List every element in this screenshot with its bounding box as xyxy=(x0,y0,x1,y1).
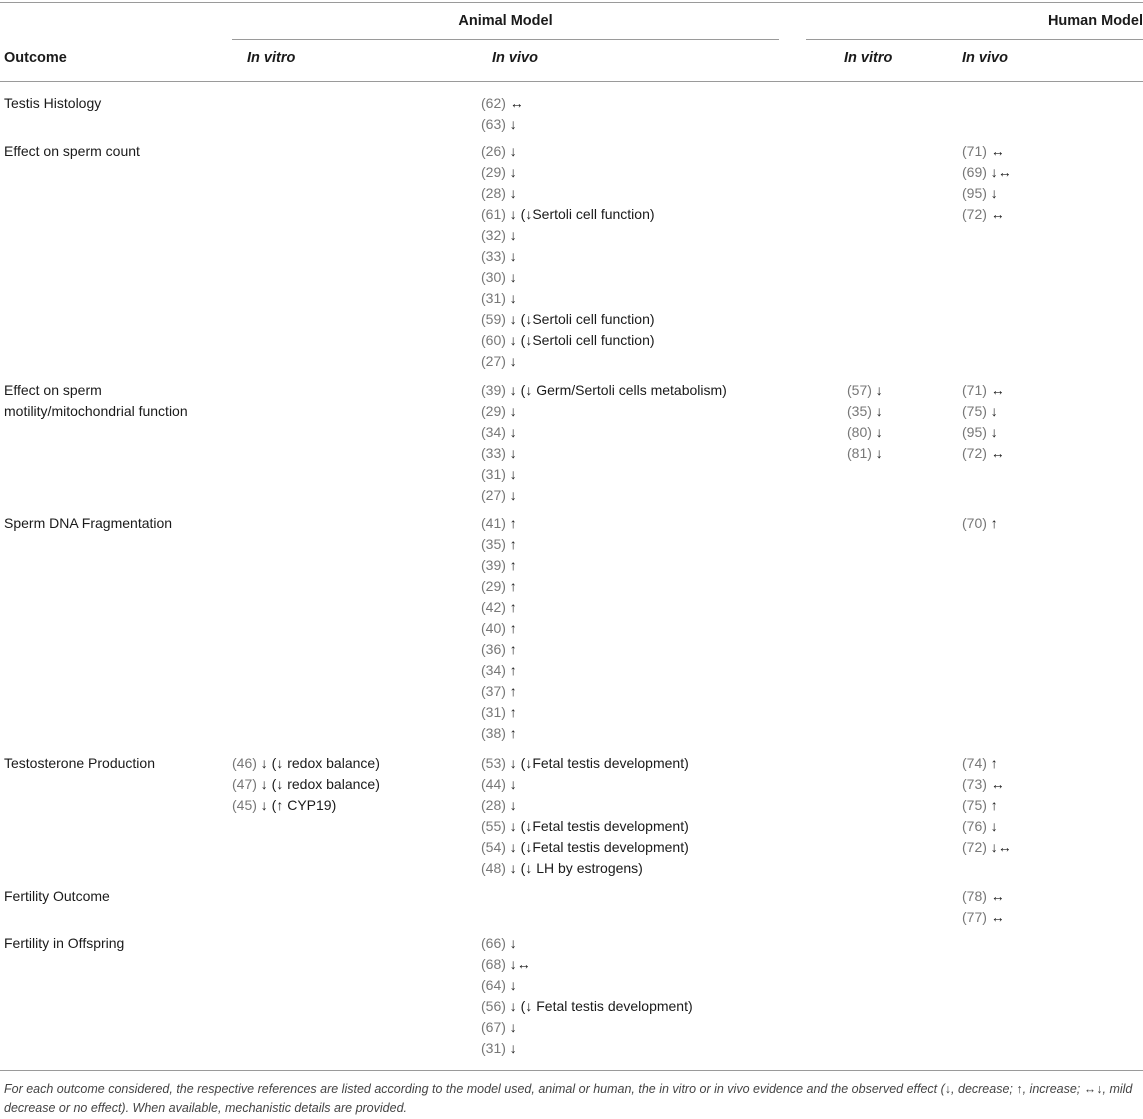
effect-text: ↓ xyxy=(871,424,883,440)
reference-entry xyxy=(481,485,727,506)
reference-number[interactable]: (95) xyxy=(962,185,987,201)
reference-number[interactable]: (62) xyxy=(481,95,506,111)
reference-entry xyxy=(847,401,883,422)
effect-text: ↔ xyxy=(986,445,1005,461)
reference-entry xyxy=(232,774,380,795)
reference-entry xyxy=(232,795,380,816)
effect-text: ↑ xyxy=(505,725,517,741)
effect-text: ↓ (↓ redox balance) xyxy=(256,776,380,792)
reference-number[interactable]: (71) xyxy=(962,143,987,159)
reference-number[interactable]: (77) xyxy=(962,909,987,925)
effect-text: ↓ (↓Sertoli cell function) xyxy=(505,206,655,222)
reference-number[interactable]: (31) xyxy=(481,704,506,720)
human-in-vivo-cell xyxy=(962,513,998,534)
reference-entry xyxy=(962,907,1005,928)
reference-entry xyxy=(481,422,727,443)
reference-entry xyxy=(481,618,517,639)
reference-number[interactable]: (31) xyxy=(481,1040,506,1056)
reference-entry xyxy=(481,534,517,555)
reference-number[interactable]: (42) xyxy=(481,599,506,615)
effect-text: ↓ xyxy=(986,185,998,201)
effect-text: ↓ xyxy=(505,353,517,369)
reference-number[interactable]: (72) xyxy=(962,445,987,461)
effect-text: ↓ xyxy=(505,445,517,461)
reference-entry xyxy=(481,246,655,267)
effect-text: ↓ xyxy=(505,403,517,419)
header-bottom-rule xyxy=(0,81,1143,82)
reference-number[interactable]: (81) xyxy=(847,445,872,461)
human-in-vitro-cell xyxy=(847,380,883,464)
reference-number[interactable]: (29) xyxy=(481,578,506,594)
reference-number[interactable]: (35) xyxy=(481,536,506,552)
effect-text: ↓ xyxy=(505,116,517,132)
reference-number[interactable]: (47) xyxy=(232,776,257,792)
reference-entry xyxy=(481,1038,693,1059)
reference-entry xyxy=(962,837,1012,858)
effect-text: ↔ xyxy=(986,206,1005,222)
human-in-vivo-cell xyxy=(962,753,1012,858)
reference-number[interactable]: (95) xyxy=(962,424,987,440)
human-in-vivo-cell xyxy=(962,380,1005,464)
reference-entry xyxy=(481,723,517,744)
human-model-header: Human Model xyxy=(1047,13,1143,29)
reference-entry xyxy=(481,288,655,309)
reference-entry xyxy=(962,183,1012,204)
effect-text: ↓ (↓Fetal testis development) xyxy=(505,839,689,855)
reference-entry xyxy=(481,162,655,183)
reference-number[interactable]: (33) xyxy=(481,248,506,264)
effect-text: ↓ xyxy=(505,1019,517,1035)
effect-text: ↓↔ xyxy=(986,839,1012,855)
reference-entry xyxy=(481,975,693,996)
reference-number[interactable]: (67) xyxy=(481,1019,506,1035)
reference-entry xyxy=(481,837,689,858)
reference-number[interactable]: (70) xyxy=(962,515,987,531)
effect-text: ↓ (↓ redox balance) xyxy=(256,755,380,771)
animal-in-vivo-cell xyxy=(481,753,689,879)
table-bottom-rule xyxy=(0,1070,1143,1071)
effect-text: ↓ xyxy=(505,143,517,159)
reference-number[interactable]: (55) xyxy=(481,818,506,834)
effect-text: ↓ (↓Sertoli cell function) xyxy=(505,332,655,348)
reference-entry xyxy=(847,380,883,401)
reference-entry xyxy=(481,660,517,681)
effect-text: ↓ (↓ Fetal testis development) xyxy=(505,998,693,1014)
effect-text: ↓ (↓Sertoli cell function) xyxy=(505,311,655,327)
reference-entry xyxy=(847,422,883,443)
reference-entry xyxy=(481,816,689,837)
reference-number[interactable]: (29) xyxy=(481,403,506,419)
effect-text: ↓↔ xyxy=(986,164,1012,180)
reference-number[interactable]: (26) xyxy=(481,143,506,159)
human-in-vitro-column-header: In vitro xyxy=(844,50,893,66)
outcome-column-header: Outcome xyxy=(4,50,67,66)
animal-group-rule xyxy=(232,39,779,40)
reference-entry xyxy=(847,443,883,464)
animal-in-vivo-column-header: In vivo xyxy=(492,50,538,66)
effect-text: ↓ xyxy=(505,248,517,264)
reference-entry xyxy=(481,954,693,975)
reference-entry xyxy=(962,422,1005,443)
reference-number[interactable]: (74) xyxy=(962,755,987,771)
reference-entry xyxy=(481,443,727,464)
reference-number[interactable]: (44) xyxy=(481,776,506,792)
animal-in-vitro-cell xyxy=(232,753,380,816)
outcome-label: Testosterone Production xyxy=(4,755,155,771)
reference-number[interactable]: (34) xyxy=(481,662,506,678)
outcome-label: Effect on sperm motility/mitochondrial function xyxy=(4,382,188,419)
effect-text: ↑ xyxy=(986,797,998,813)
effect-text: ↓ xyxy=(505,269,517,285)
reference-number[interactable]: (69) xyxy=(962,164,987,180)
reference-number[interactable]: (54) xyxy=(481,839,506,855)
human-in-vivo-column-header: In vivo xyxy=(962,50,1008,66)
effect-text: ↑ xyxy=(505,557,517,573)
reference-entry xyxy=(962,774,1012,795)
effect-text: ↑ xyxy=(505,536,517,552)
reference-number[interactable]: (56) xyxy=(481,998,506,1014)
reference-entry xyxy=(481,513,517,534)
reference-entry xyxy=(962,380,1005,401)
reference-entry xyxy=(481,330,655,351)
reference-entry xyxy=(481,639,517,660)
reference-entry xyxy=(481,858,689,879)
reference-number[interactable]: (78) xyxy=(962,888,987,904)
reference-entry xyxy=(962,753,1012,774)
effect-text: ↑ xyxy=(505,599,517,615)
reference-entry xyxy=(962,886,1005,907)
reference-entry xyxy=(962,443,1005,464)
table-footnote: For each outcome considered, the respective references are listed according to the model used, animal or human, the in vitro or in vivo evidence and the observed effect (↓, decrease; ↑, increase; ↔↓, mild decrease or no effect). When available, mechanistic details are provided. xyxy=(4,1082,1133,1115)
top-rule xyxy=(0,2,1143,3)
reference-number[interactable]: (27) xyxy=(481,487,506,503)
effect-text: ↑ xyxy=(505,515,517,531)
animal-in-vivo-cell xyxy=(481,380,727,506)
reference-entry xyxy=(232,753,380,774)
reference-entry xyxy=(481,576,517,597)
effect-text: ↔ xyxy=(986,776,1005,792)
reference-number[interactable]: (73) xyxy=(962,776,987,792)
reference-number[interactable]: (60) xyxy=(481,332,506,348)
reference-entry xyxy=(481,774,689,795)
effect-text: ↓ xyxy=(871,445,883,461)
reference-entry xyxy=(481,309,655,330)
reference-number[interactable]: (28) xyxy=(481,185,506,201)
reference-entry xyxy=(962,795,1012,816)
outcome-label: Sperm DNA Fragmentation xyxy=(4,515,173,531)
reference-entry xyxy=(481,183,655,204)
reference-number[interactable]: (40) xyxy=(481,620,506,636)
effect-text: ↓ xyxy=(505,487,517,503)
reference-entry xyxy=(481,996,693,1017)
effect-text: ↓ xyxy=(505,977,517,993)
reference-entry xyxy=(481,681,517,702)
effect-text: ↓ xyxy=(505,797,517,813)
reference-number[interactable]: (57) xyxy=(847,382,872,398)
reference-entry xyxy=(481,702,517,723)
animal-in-vivo-cell xyxy=(481,141,655,372)
effect-text: ↓ (↓Fetal testis development) xyxy=(505,755,689,771)
effect-text: ↓ xyxy=(505,935,517,951)
effect-text: ↓ xyxy=(871,382,883,398)
reference-entry xyxy=(481,555,517,576)
reference-number[interactable]: (72) xyxy=(962,839,987,855)
animal-in-vitro-column-header: In vitro xyxy=(247,50,296,66)
effect-text: ↓ (↓ Germ/Sertoli cells metabolism) xyxy=(505,382,727,398)
effect-text: ↓ xyxy=(505,776,517,792)
effect-text: ↔ xyxy=(505,95,524,111)
reference-number[interactable]: (27) xyxy=(481,353,506,369)
effect-text: ↓ xyxy=(505,424,517,440)
reference-entry xyxy=(481,1017,693,1038)
reference-number[interactable]: (71) xyxy=(962,382,987,398)
reference-number[interactable]: (28) xyxy=(481,797,506,813)
reference-number[interactable]: (30) xyxy=(481,269,506,285)
effect-text: ↑ xyxy=(505,704,517,720)
reference-number[interactable]: (37) xyxy=(481,683,506,699)
effect-text: ↔ xyxy=(986,909,1005,925)
reference-number[interactable]: (34) xyxy=(481,424,506,440)
reference-entry xyxy=(481,141,655,162)
reference-entry xyxy=(481,93,524,114)
effect-text: ↑ xyxy=(505,683,517,699)
reference-number[interactable]: (31) xyxy=(481,290,506,306)
effect-text: ↓ xyxy=(986,424,998,440)
effect-text: ↑ xyxy=(986,515,998,531)
outcome-label: Effect on sperm count xyxy=(4,143,140,159)
reference-number[interactable]: (72) xyxy=(962,206,987,222)
reference-entry xyxy=(481,204,655,225)
reference-entry xyxy=(962,401,1005,422)
outcome-label: Fertility Outcome xyxy=(4,888,110,904)
reference-entry xyxy=(481,267,655,288)
reference-entry xyxy=(481,401,727,422)
effect-text: ↓ (↓ LH by estrogens) xyxy=(505,860,643,876)
effect-text: ↓ xyxy=(505,164,517,180)
reference-number[interactable]: (35) xyxy=(847,403,872,419)
effect-text: ↓ xyxy=(986,818,998,834)
reference-number[interactable]: (75) xyxy=(962,403,987,419)
reference-entry xyxy=(962,204,1012,225)
outcome-label: Fertility in Offspring xyxy=(4,935,125,951)
reference-number[interactable]: (63) xyxy=(481,116,506,132)
reference-number[interactable]: (80) xyxy=(847,424,872,440)
reference-number[interactable]: (53) xyxy=(481,755,506,771)
animal-model-header: Animal Model xyxy=(458,13,553,29)
effect-text: ↓ xyxy=(986,403,998,419)
effect-text: ↑ xyxy=(505,620,517,636)
reference-number[interactable]: (36) xyxy=(481,641,506,657)
reference-entry xyxy=(481,753,689,774)
reference-entry xyxy=(481,933,693,954)
reference-number[interactable]: (64) xyxy=(481,977,506,993)
outcome-label: Testis Histology xyxy=(4,95,102,111)
reference-number[interactable]: (46) xyxy=(232,755,257,771)
reference-entry xyxy=(962,141,1012,162)
reference-number[interactable]: (41) xyxy=(481,515,506,531)
reference-number[interactable]: (29) xyxy=(481,164,506,180)
effect-text: ↓ xyxy=(505,227,517,243)
effect-text: ↓ xyxy=(505,1040,517,1056)
reference-number[interactable]: (75) xyxy=(962,797,987,813)
effect-text: ↑ xyxy=(986,755,998,771)
reference-entry xyxy=(962,162,1012,183)
human-in-vivo-cell xyxy=(962,141,1012,225)
reference-number[interactable]: (32) xyxy=(481,227,506,243)
animal-in-vivo-cell xyxy=(481,933,693,1059)
reference-number[interactable]: (66) xyxy=(481,935,506,951)
reference-entry xyxy=(481,351,655,372)
effect-text: ↔ xyxy=(986,888,1005,904)
reference-entry xyxy=(481,380,727,401)
effect-text: ↓ xyxy=(505,185,517,201)
reference-entry xyxy=(481,597,517,618)
reference-number[interactable]: (39) xyxy=(481,557,506,573)
reference-entry xyxy=(481,225,655,246)
reference-number[interactable]: (61) xyxy=(481,206,506,222)
effect-text: ↑ xyxy=(505,641,517,657)
effect-text: ↓ (↑ CYP19) xyxy=(256,797,337,813)
effect-text: ↓ xyxy=(505,466,517,482)
reference-entry xyxy=(962,513,998,534)
reference-number[interactable]: (59) xyxy=(481,311,506,327)
reference-number[interactable]: (38) xyxy=(481,725,506,741)
reference-entry xyxy=(481,114,524,135)
reference-number[interactable]: (45) xyxy=(232,797,257,813)
human-group-rule xyxy=(806,39,1143,40)
reference-number[interactable]: (68) xyxy=(481,956,506,972)
reference-number[interactable]: (39) xyxy=(481,382,506,398)
reference-entry xyxy=(481,464,727,485)
reference-number[interactable]: (76) xyxy=(962,818,987,834)
reference-entry xyxy=(481,795,689,816)
reference-entry xyxy=(962,816,1012,837)
animal-in-vivo-cell xyxy=(481,513,517,744)
effect-text: ↑ xyxy=(505,662,517,678)
effect-text: ↓ xyxy=(505,290,517,306)
human-in-vivo-cell xyxy=(962,886,1005,928)
effect-text: ↔ xyxy=(986,382,1005,398)
animal-in-vivo-cell xyxy=(481,93,524,135)
reference-number[interactable]: (48) xyxy=(481,860,506,876)
effect-text: ↔ xyxy=(986,143,1005,159)
reference-number[interactable]: (33) xyxy=(481,445,506,461)
reference-number[interactable]: (31) xyxy=(481,466,506,482)
effect-text: ↓ xyxy=(871,403,883,419)
effect-text: ↓↔ xyxy=(505,956,531,972)
effect-text: ↑ xyxy=(505,578,517,594)
effect-text: ↓ (↓Fetal testis development) xyxy=(505,818,689,834)
